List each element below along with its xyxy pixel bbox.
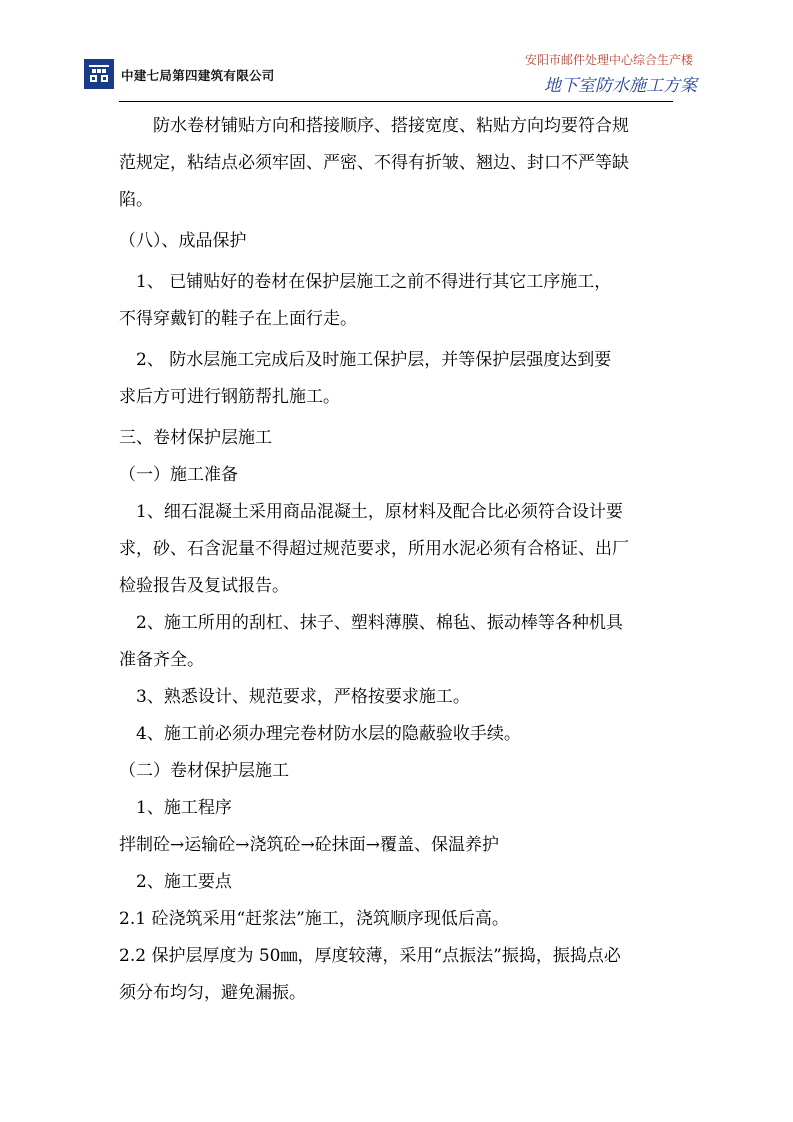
process-flow: 拌制砼→运输砼→浇筑砼→砼抹面→覆盖、保温养护 bbox=[119, 835, 499, 855]
page-header bbox=[0, 0, 793, 104]
paragraph-line: 求，砂、石含泥量不得超过规范要求，所用水泥必须有合格证、出厂 bbox=[119, 539, 629, 559]
paragraph-line: 4、施工前必须办理完卷材防水层的隐蔽验收手续。 bbox=[119, 724, 521, 744]
paragraph-line: 不得穿戴钉的鞋子在上面行走。 bbox=[119, 309, 357, 329]
company-name: 中建七局第四建筑有限公司 bbox=[121, 68, 275, 83]
section-heading: （一）施工准备 bbox=[119, 465, 238, 485]
paragraph-line: 检验报告及复试报告。 bbox=[119, 576, 289, 596]
paragraph-line: 陷。 bbox=[119, 190, 153, 210]
paragraph-line: 3、熟悉设计、规范要求，严格按要求施工。 bbox=[119, 687, 470, 707]
paragraph-line: 1、施工程序 bbox=[119, 798, 232, 818]
paragraph-line: 1、 已铺贴好的卷材在保护层施工之前不得进行其它工序施工， bbox=[119, 272, 612, 292]
paragraph-line: 2、施工所用的刮杠、抹子、塑料薄膜、棉毡、振动棒等各种机具 bbox=[119, 613, 623, 633]
paragraph-line: 2.1 砼浇筑采用“赶浆法”施工，浇筑顺序现低后高。 bbox=[119, 909, 509, 929]
paragraph-line: 2、 防水层施工完成后及时施工保护层，并等保护层强度达到要 bbox=[119, 350, 612, 370]
section-heading: （二）卷材保护层施工 bbox=[119, 761, 289, 781]
paragraph-line: 2、施工要点 bbox=[119, 872, 232, 892]
cscec-logo-icon bbox=[84, 59, 114, 89]
chapter-heading: 三、卷材保护层施工 bbox=[119, 428, 272, 448]
paragraph-line: 1、细石混凝土采用商品混凝土，原材料及配合比必须符合设计要 bbox=[119, 502, 623, 522]
header-divider bbox=[119, 101, 673, 102]
paragraph-line: 准备齐全。 bbox=[119, 650, 204, 670]
paragraph-line: 防水卷材铺贴方向和搭接顺序、搭接宽度、粘贴方向均要符合规 bbox=[119, 116, 629, 136]
paragraph-line: 范规定，粘结点必须牢固、严密、不得有折皱、翘边、封口不严等缺 bbox=[119, 153, 629, 173]
section-heading: （八）、成品保护 bbox=[119, 231, 247, 251]
document-title: 地下室防水施工方案 bbox=[544, 76, 697, 96]
document-body bbox=[119, 108, 679, 1012]
paragraph-line: 2.2 保护层厚度为 50㎜，厚度较薄，采用“点振法”振捣，振捣点必 bbox=[119, 946, 621, 966]
project-name: 安阳市邮件处理中心综合生产楼 bbox=[524, 53, 693, 67]
paragraph-line: 求后方可进行钢筋帮扎施工。 bbox=[119, 387, 340, 407]
paragraph-line: 须分布均匀，避免漏振。 bbox=[119, 983, 306, 1003]
